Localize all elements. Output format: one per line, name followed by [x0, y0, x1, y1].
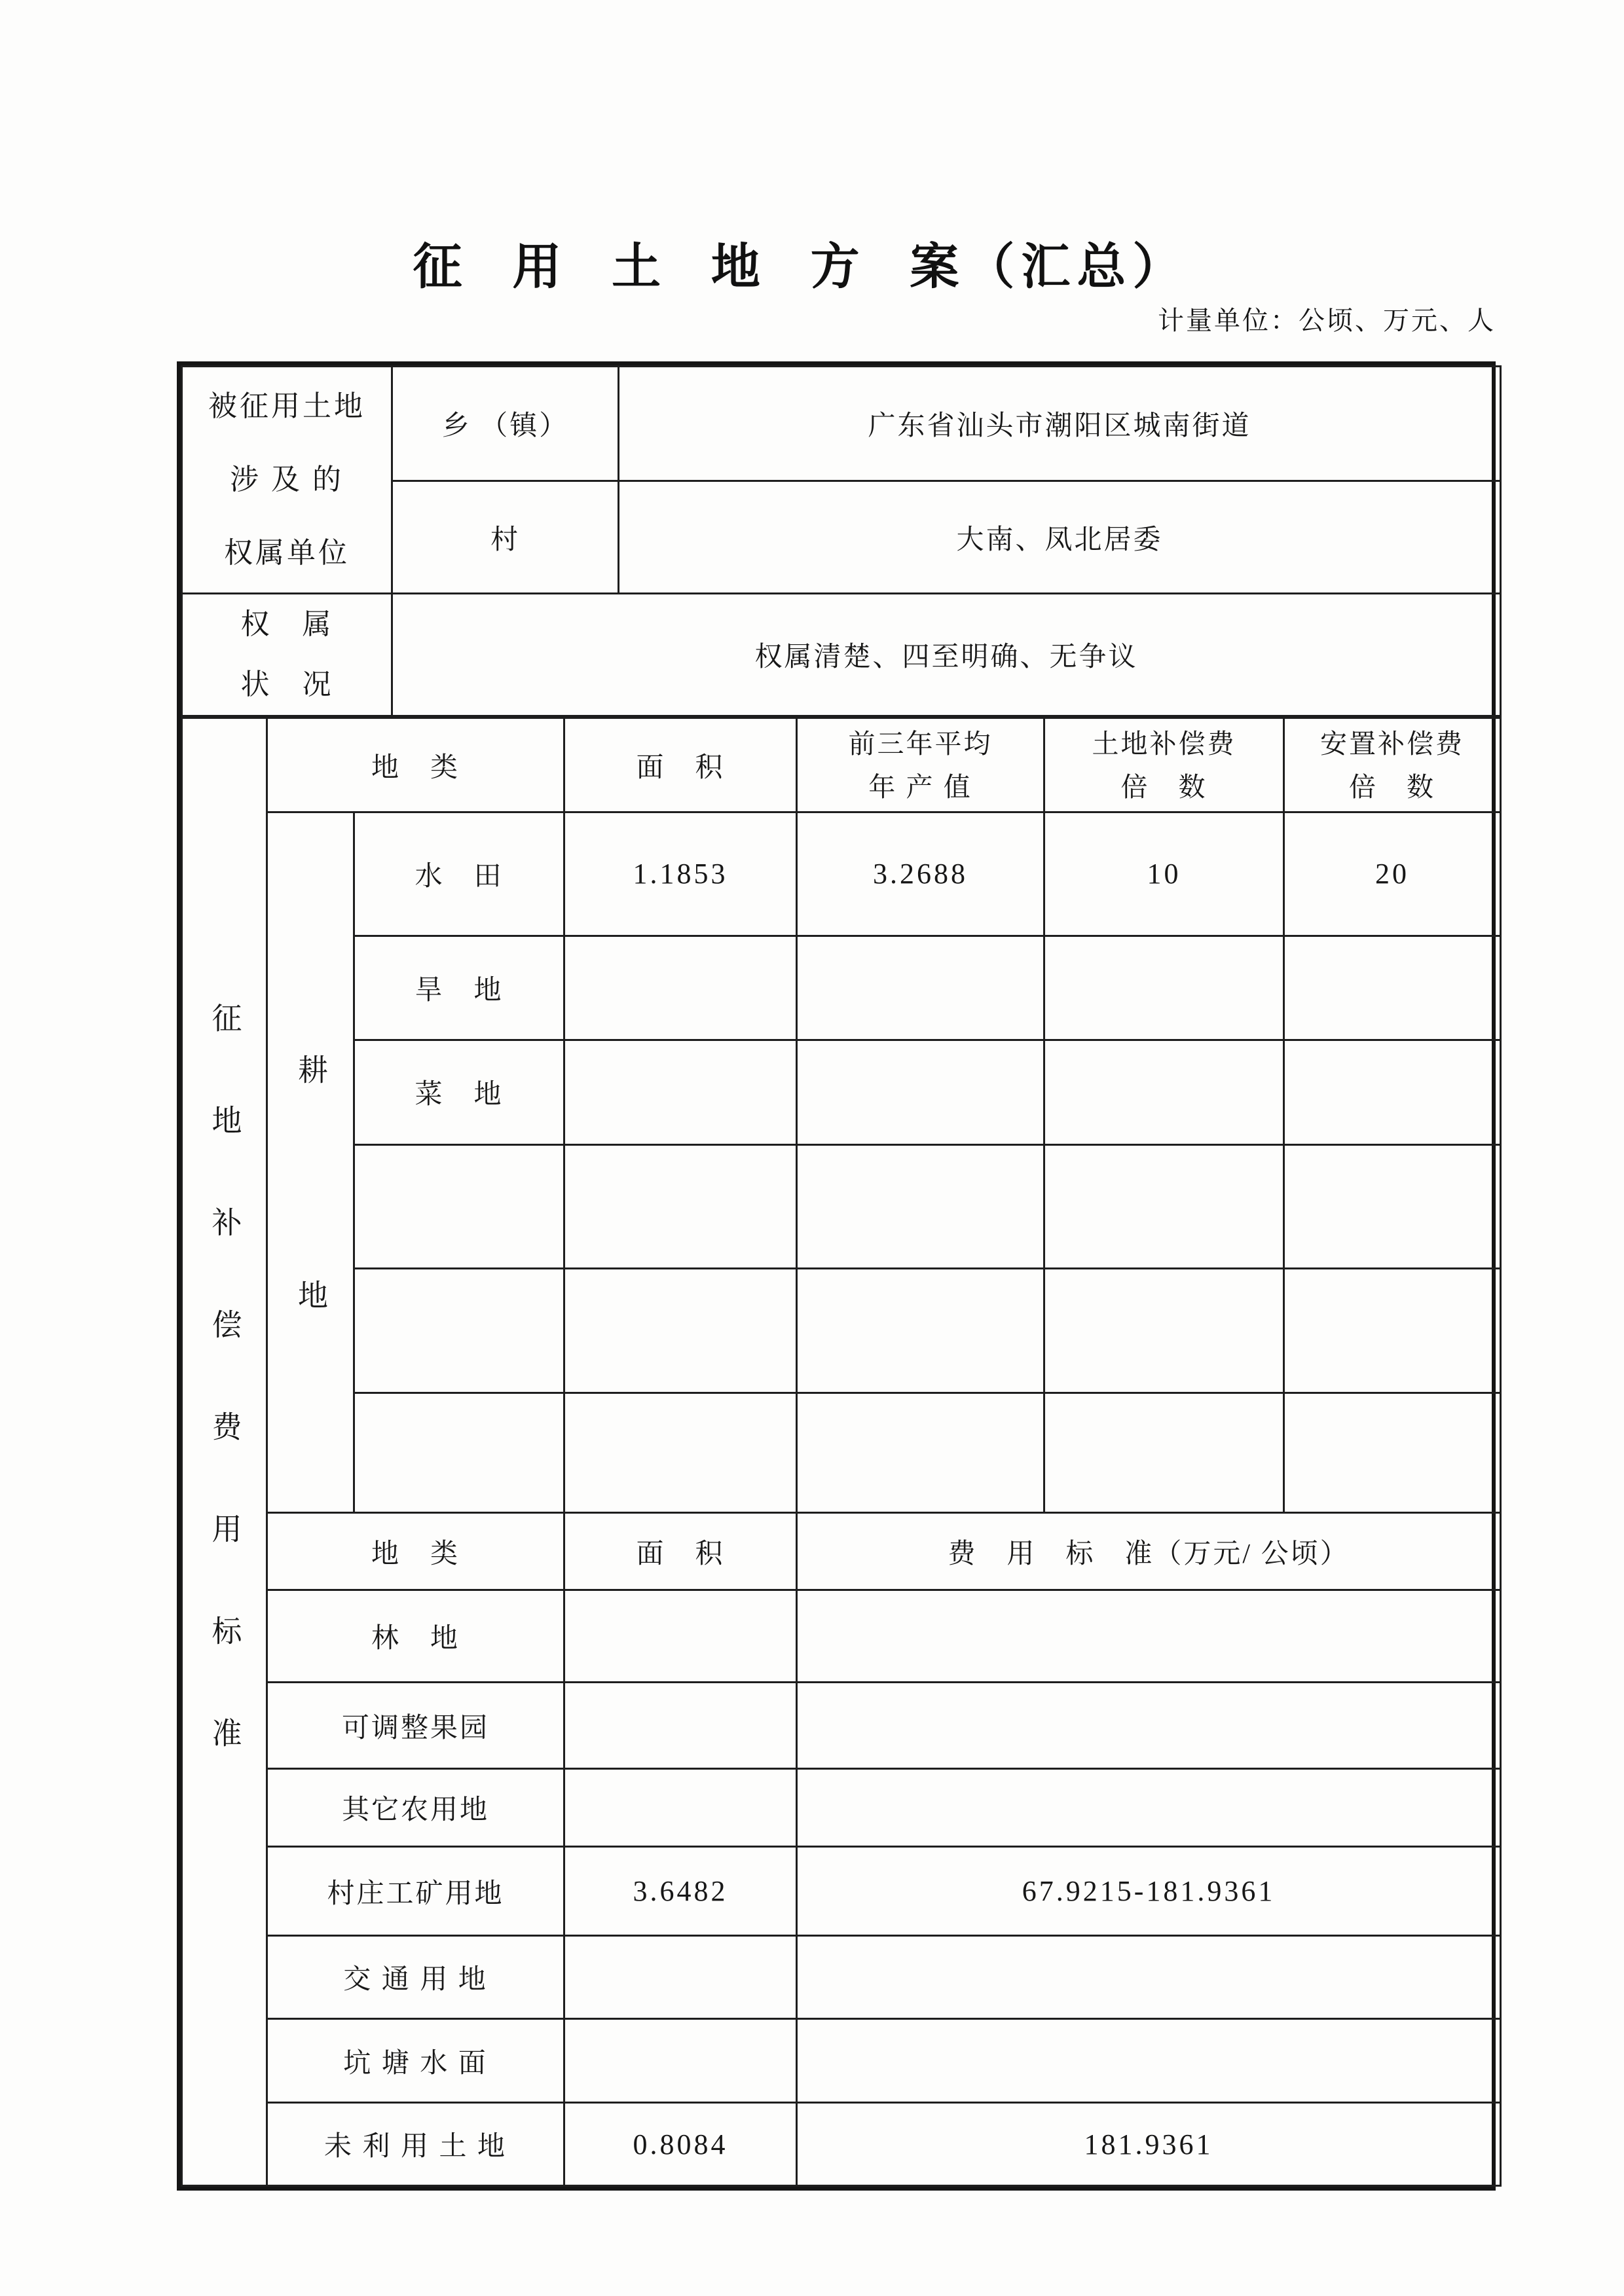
ownership-table	[181, 365, 1502, 717]
table-row	[182, 1513, 1501, 1590]
fee-standard-header-cell: 费 用 标 准（万元/ 公顷）	[797, 1513, 1501, 1590]
forest-land-area-cell	[564, 1590, 797, 1683]
empty-cell	[1044, 1268, 1284, 1393]
paddy-field-land-multiple-cell: 10	[1044, 812, 1284, 936]
vegetable-land-area-cell	[564, 1040, 797, 1144]
annual-output-header-cell: 前三年平均 年 产 值	[797, 718, 1044, 812]
land-type-header2-cell: 地 类	[267, 1513, 564, 1590]
dry-land-resettle-multiple-cell	[1284, 936, 1501, 1040]
empty-cell	[564, 1145, 797, 1269]
village-mining-land-label-cell: 村庄工矿用地	[267, 1847, 564, 1936]
table-row	[182, 1040, 1501, 1144]
other-agricultural-land-label-cell: 其它农用地	[267, 1769, 564, 1847]
township-label-cell: 乡 （镇）	[392, 367, 619, 481]
table-row	[182, 936, 1501, 1040]
ownership-status-label-line: 状 况	[240, 668, 333, 701]
table-row	[182, 1590, 1501, 1683]
forest-land-label-cell: 林 地	[267, 1590, 564, 1683]
other-agricultural-land-fee-cell	[797, 1769, 1501, 1847]
paddy-field-output-cell: 3.2688	[797, 812, 1044, 936]
unused-land-label-cell: 未 利 用 土 地	[267, 2103, 564, 2186]
other-agricultural-land-area-cell	[564, 1769, 797, 1847]
pond-water-surface-area-cell	[564, 2019, 797, 2103]
owner-unit-label-line: 权属单位	[224, 537, 350, 569]
section-side-label: 征地补偿费用标准	[208, 1002, 242, 1819]
empty-cell	[797, 1268, 1044, 1393]
page-title: 征 用 土 地 方 案（汇总）	[413, 240, 1189, 295]
dry-land-label-cell: 旱 地	[354, 936, 564, 1040]
table-row	[182, 2019, 1501, 2103]
empty-cell	[1284, 1393, 1501, 1512]
empty-cell	[1044, 1145, 1284, 1269]
table-row	[182, 1769, 1501, 1847]
cultivated-land-label-cell	[267, 812, 354, 1513]
village-label-cell: 村	[392, 481, 619, 594]
adjustable-orchard-area-cell	[564, 1683, 797, 1769]
traffic-land-label-cell: 交 通 用 地	[267, 1936, 564, 2019]
compensation-table	[181, 717, 1502, 2187]
empty-cell	[797, 1145, 1044, 1269]
village-mining-land-fee-cell: 67.9215-181.9361	[797, 1847, 1501, 1936]
form-table	[177, 361, 1496, 2191]
ownership-status-value-cell: 权属清楚、四至明确、无争议	[392, 594, 1501, 716]
land-type-header-cell: 地 类	[267, 718, 564, 812]
dry-land-land-multiple-cell	[1044, 936, 1284, 1040]
vegetable-land-land-multiple-cell	[1044, 1040, 1284, 1144]
paddy-field-label-cell: 水 田	[354, 812, 564, 936]
empty-land-label-cell	[354, 1268, 564, 1393]
unused-land-area-cell: 0.8084	[564, 2103, 797, 2186]
area-header2-cell: 面 积	[564, 1513, 797, 1590]
table-row	[182, 812, 1501, 936]
adjustable-orchard-fee-cell	[797, 1683, 1501, 1769]
resettlement-compensation-multiple-header-cell: 安置补偿费 倍 数	[1284, 718, 1501, 812]
section-side-label-cell	[182, 718, 267, 2186]
table-row	[182, 1683, 1501, 1769]
table-row	[182, 1847, 1501, 1936]
pond-water-surface-label-cell: 坑 塘 水 面	[267, 2019, 564, 2103]
forest-land-fee-cell	[797, 1590, 1501, 1683]
adjustable-orchard-label-cell: 可调整果园	[267, 1683, 564, 1769]
traffic-land-fee-cell	[797, 1936, 1501, 2019]
empty-cell	[1284, 1145, 1501, 1269]
table-row	[182, 2103, 1501, 2186]
owner-unit-label-line: 涉 及 的	[230, 464, 344, 496]
empty-land-label-cell	[354, 1145, 564, 1269]
vegetable-land-resettle-multiple-cell	[1284, 1040, 1501, 1144]
pond-water-surface-fee-cell	[797, 2019, 1501, 2103]
table-row	[182, 1145, 1501, 1269]
unused-land-fee-cell: 181.9361	[797, 2103, 1501, 2186]
dry-land-area-cell	[564, 936, 797, 1040]
table-row	[182, 367, 1501, 481]
land-compensation-multiple-header-cell: 土地补偿费 倍 数	[1044, 718, 1284, 812]
table-row	[182, 1393, 1501, 1512]
table-row	[182, 1268, 1501, 1393]
village-mining-land-area-cell: 3.6482	[564, 1847, 797, 1936]
area-header-cell: 面 积	[564, 718, 797, 812]
paddy-field-resettle-multiple-cell: 20	[1284, 812, 1501, 936]
table-row	[182, 594, 1501, 716]
empty-cell	[564, 1393, 797, 1512]
township-value-cell: 广东省汕头市潮阳区城南街道	[619, 367, 1501, 481]
ownership-status-label-cell	[182, 594, 392, 716]
table-row	[182, 718, 1501, 812]
traffic-land-area-cell	[564, 1936, 797, 2019]
ownership-status-label-line: 权 属	[240, 608, 333, 640]
cultivated-land-label: 耕地	[294, 1054, 327, 1504]
empty-cell	[564, 1268, 797, 1393]
vegetable-land-label-cell: 菜 地	[354, 1040, 564, 1144]
requisitioned-land-owner-unit-label	[182, 367, 392, 594]
dry-land-output-cell	[797, 936, 1044, 1040]
paddy-field-area-cell: 1.1853	[564, 812, 797, 936]
empty-cell	[1284, 1268, 1501, 1393]
owner-unit-label-line: 被征用土地	[208, 390, 365, 422]
empty-cell	[797, 1393, 1044, 1512]
vegetable-land-output-cell	[797, 1040, 1044, 1144]
empty-cell	[1044, 1393, 1284, 1512]
table-row	[182, 1936, 1501, 2019]
empty-land-label-cell	[354, 1393, 564, 1512]
village-value-cell: 大南、凤北居委	[619, 481, 1501, 594]
unit-note: 计量单位：公顷、万元、人	[1158, 306, 1496, 335]
